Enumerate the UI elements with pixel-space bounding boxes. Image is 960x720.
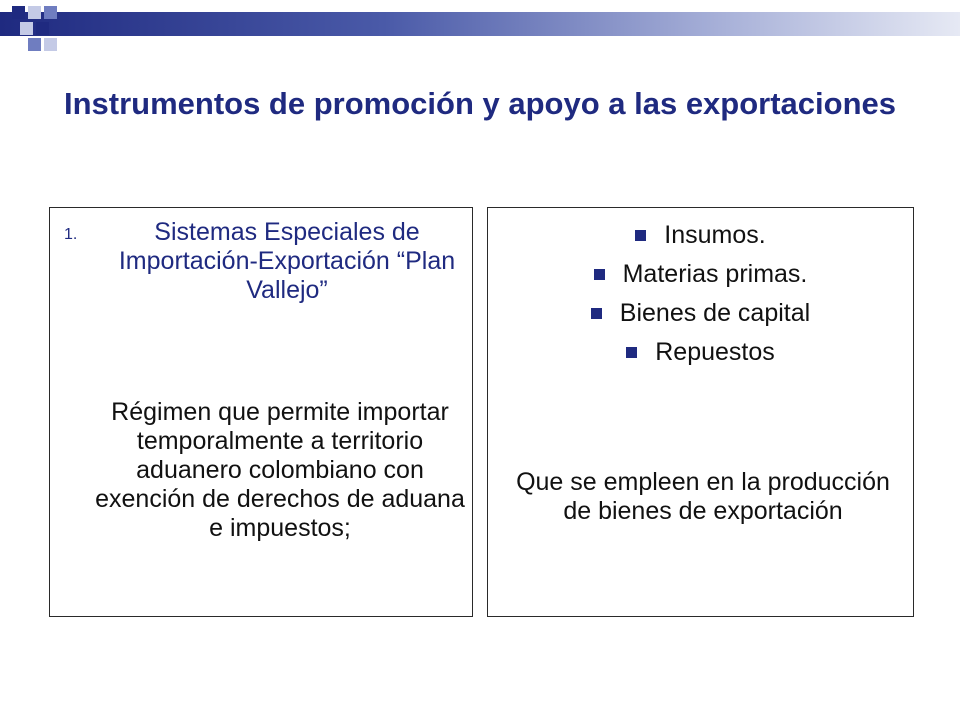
list-item-label: Bienes de capital (619, 299, 811, 327)
numbered-item (64, 218, 464, 305)
header-gradient-band (0, 12, 960, 36)
square-bullet-icon (635, 230, 646, 241)
item-heading: Sistemas Especiales de Importación-Exportación “Plan Vallejo” (118, 218, 456, 304)
regimen-description: Régimen que permite importar temporalmente a territorio aduanero colombiano con exención de derechos de aduana e impuestos; (95, 398, 465, 542)
square-bullet-icon (594, 269, 605, 280)
list-item-label: Repuestos (655, 338, 775, 366)
square-bullet-icon (626, 347, 637, 358)
list-item (488, 333, 913, 372)
slide-title: Instrumentos de promoción y apoyo a las exportaciones (63, 86, 897, 121)
usage-note: Que se empleen en la producción de bienes de exportación (516, 468, 890, 525)
deco-square (20, 22, 33, 35)
list-number: 1. (64, 226, 78, 243)
list-item (488, 216, 913, 255)
right-panel (487, 207, 914, 617)
square-bullet-icon (591, 308, 602, 319)
deco-square (28, 38, 41, 51)
bullet-list (488, 216, 913, 372)
deco-square (44, 6, 57, 19)
deco-square (12, 6, 25, 19)
deco-square (28, 6, 41, 19)
deco-square (36, 22, 49, 35)
list-item (488, 294, 913, 333)
list-item (488, 255, 913, 294)
left-panel (49, 207, 473, 617)
list-item-label: Insumos. (664, 221, 766, 249)
deco-square (44, 38, 57, 51)
list-item-label: Materias primas. (622, 260, 808, 288)
